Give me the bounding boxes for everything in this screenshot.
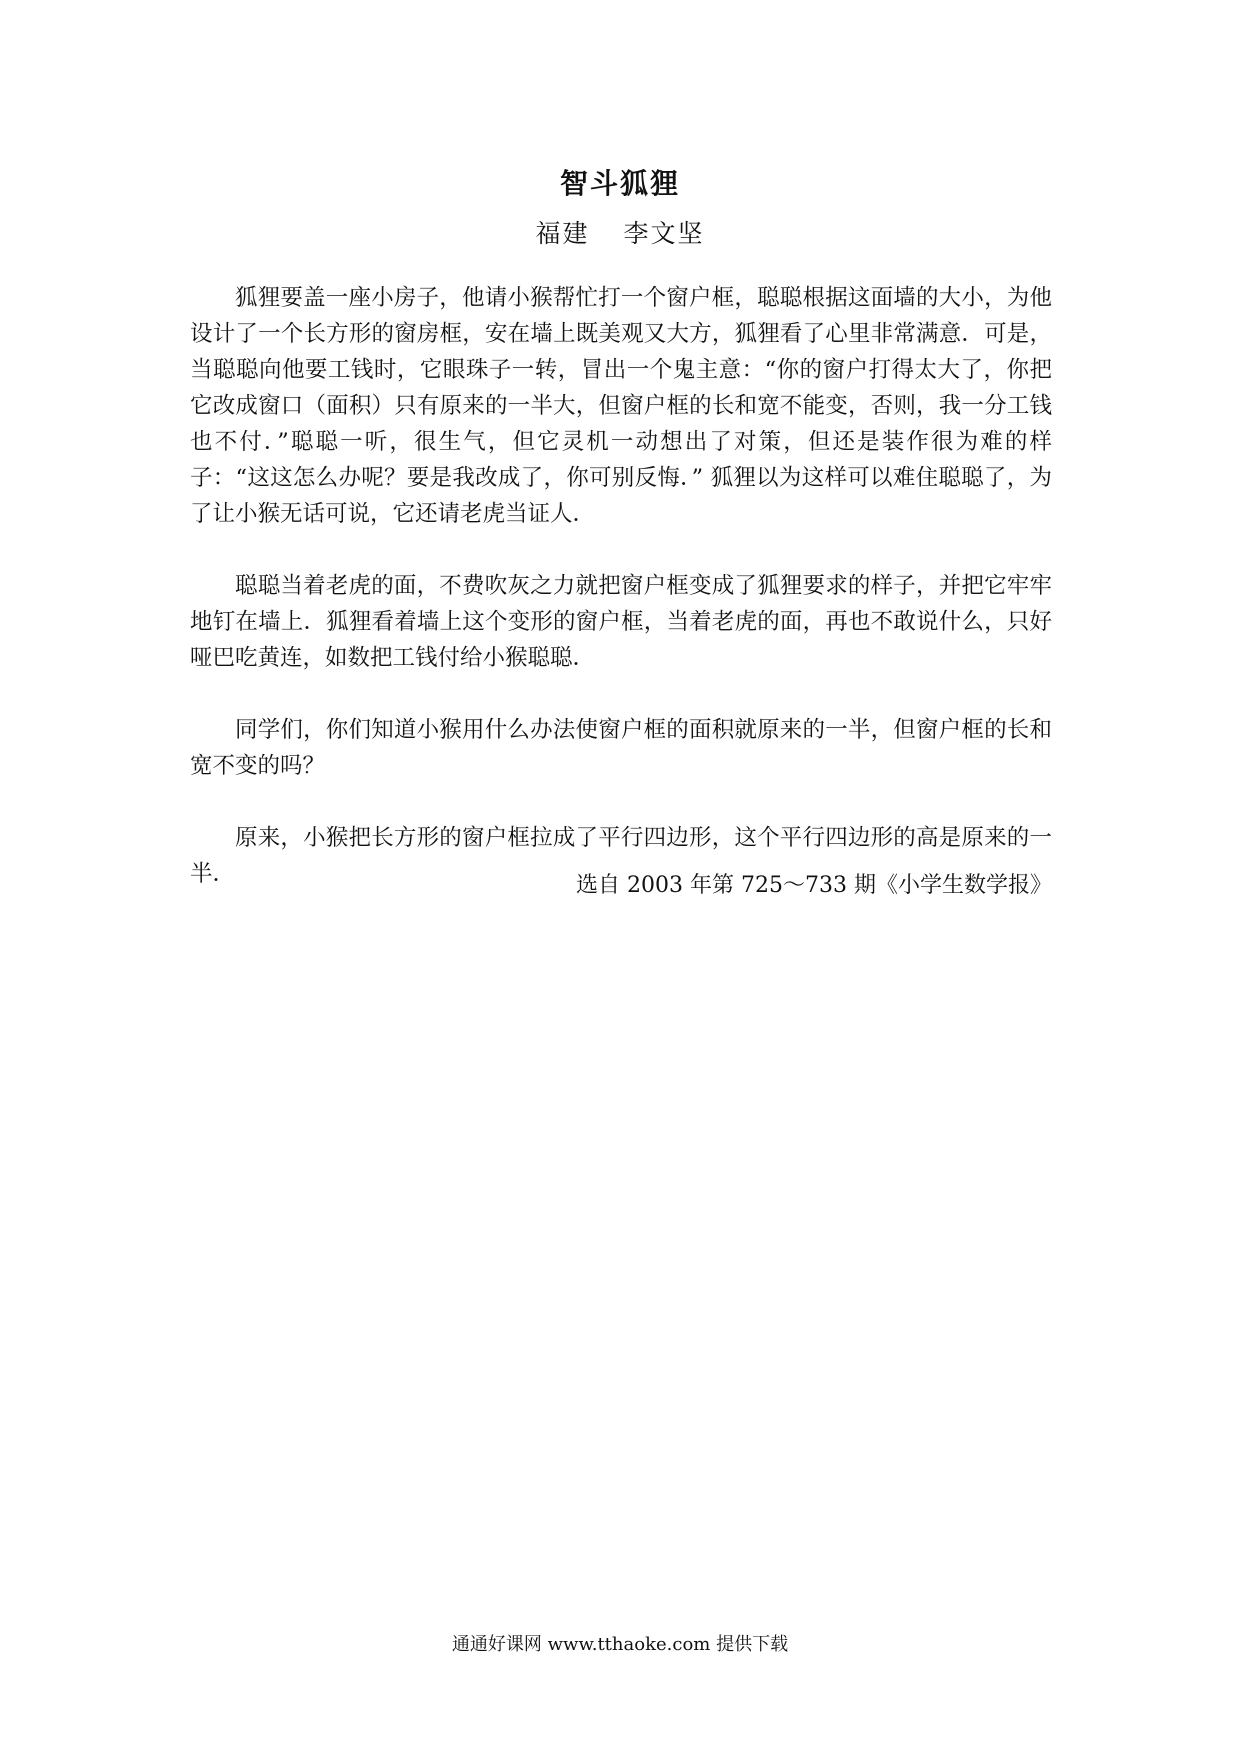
author-byline	[0, 214, 1240, 250]
document-title: 智斗狐狸	[559, 167, 680, 200]
paragraph-2: 聪聪当着老虎的面，不费吹灰之力就把窗户框变成了狐狸要求的样子，并把它牢牢地钉在墙上．狐狸看着墙上这个变形的窗户框，当着老虎的面，再也不敢说什么，只好哑巴吃黄连，如数把工钱付给小猴聪聪．	[190, 573, 1052, 671]
author-region: 福建	[535, 219, 590, 248]
paragraph-1: 狐狸要盖一座小房子，他请小猴帮忙打一个窗户框，聪聪根据这面墙的大小，为他设计了一个长方形的窗房框，安在墙上既美观又大方，狐狸看了心里非常满意．可是，当聪聪向他要工钱时，它眼珠子一转，冒出一个鬼主意：“你的窗户打得太大了，你把它改成窗口（面积）只有原来的一半大，但窗户框的长和宽不能变，否则，我一分工钱也不付．”聪聪一听，很生气，但它灵机一动想出了对策，但还是装作很为难的样子：“这这怎么办呢？要是我改成了，你可别反悔．” 狐狸以为这样可以难住聪聪了，为了让小猴无话可说，它还请老虎当证人．	[190, 285, 1052, 527]
paragraph-3: 同学们，你们知道小猴用什么办法使窗户框的面积就原来的一半，但窗户框的长和宽不变的吗？	[190, 717, 1052, 779]
source-citation: 选自 2003 年第 725～733 期《小学生数学报》	[576, 873, 1052, 898]
document-body	[190, 280, 1052, 928]
paragraph-4: 原来，小猴把长方形的窗户框拉成了平行四边形，这个平行四边形的高是原来的一半．	[190, 825, 1052, 887]
author-name: 李文坚	[623, 219, 705, 248]
page-footer: 通通好课网 www.tthaoke.com 提供下载	[451, 1634, 789, 1655]
